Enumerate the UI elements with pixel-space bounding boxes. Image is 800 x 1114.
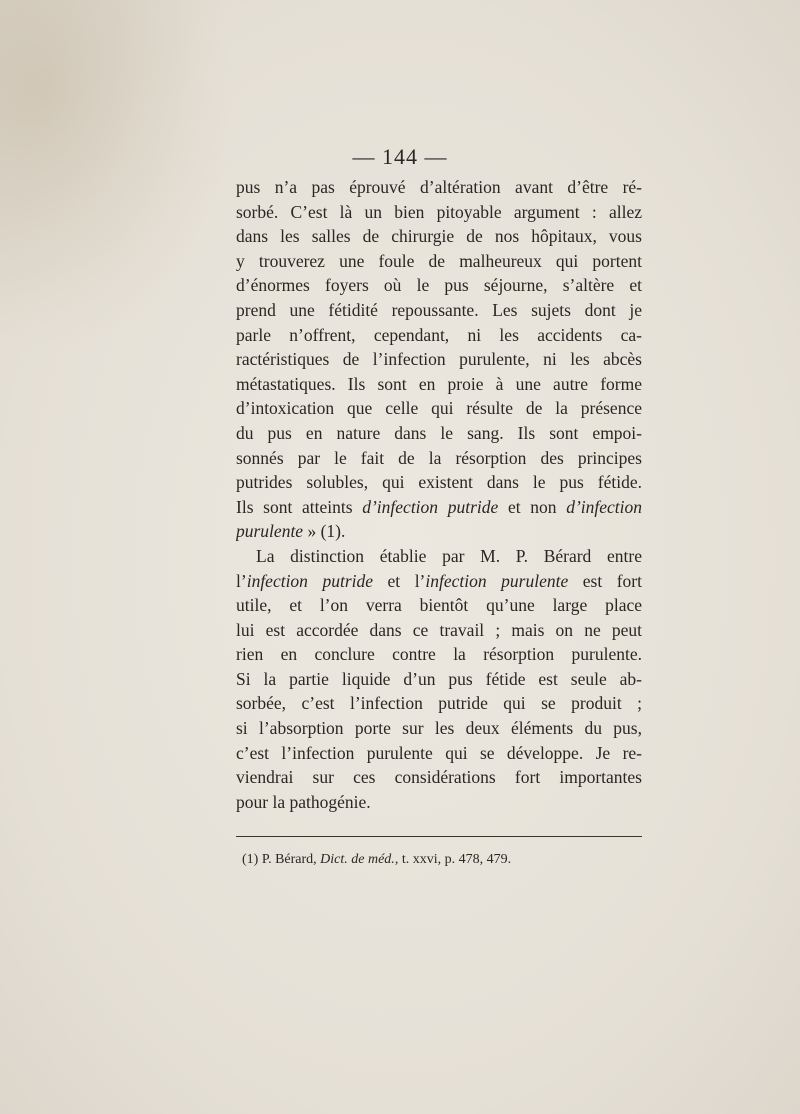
text-line bbox=[236, 446, 642, 471]
italic-text: d’infection bbox=[566, 496, 642, 517]
text-run: lui est accordée dans ce travail ; mais on ne peut bbox=[236, 619, 642, 640]
text-line bbox=[236, 691, 642, 716]
text-run: » (1). bbox=[303, 521, 346, 542]
footnote-marker: (1) bbox=[242, 852, 262, 867]
text-run: Ils sont atteints bbox=[236, 496, 363, 517]
text-line bbox=[236, 544, 642, 569]
text-line bbox=[236, 273, 642, 298]
text-line bbox=[236, 323, 642, 348]
text-run: rien en conclure contre la résorption purulente. bbox=[236, 644, 642, 665]
text-run: sorbé. C’est là un bien pitoyable argument : allez bbox=[236, 201, 642, 222]
text-line bbox=[236, 741, 642, 766]
text-run: viendrai sur ces considérations fort importantes bbox=[236, 767, 642, 788]
text-run: pour la pathogénie. bbox=[236, 791, 371, 812]
text-line bbox=[236, 667, 642, 692]
text-run: si l’absorption porte sur les deux éléments du pus, bbox=[236, 718, 642, 739]
footnote-reference: , t. xxvi, p. 478, 479. bbox=[394, 852, 512, 867]
text-line bbox=[236, 421, 642, 446]
footnote bbox=[242, 850, 511, 870]
text-run: est fort bbox=[568, 570, 642, 591]
text-run: utile, et l’on verra bientôt qu’une large place bbox=[236, 595, 642, 616]
text-run: pus n’a pas éprouvé d’altération avant d’être ré- bbox=[236, 177, 642, 197]
text-run: c’est l’infection purulente qui se développe. Je re- bbox=[236, 742, 642, 763]
text-line bbox=[236, 372, 642, 397]
footnote-work: Dict. de méd. bbox=[320, 852, 395, 867]
text-line bbox=[236, 716, 642, 741]
text-line bbox=[236, 765, 642, 790]
text-run: et non bbox=[498, 496, 567, 517]
text-line bbox=[236, 249, 642, 274]
italic-text: d’infection putride bbox=[362, 496, 499, 517]
text-run: et l’ bbox=[373, 570, 426, 591]
text-run: métastatiques. Ils sont en proie à une autre forme bbox=[236, 373, 642, 394]
text-run: d’énormes foyers où le pus séjourne, s’altère et bbox=[236, 275, 642, 296]
text-line bbox=[236, 347, 642, 372]
text-run: Si la partie liquide d’un pus fétide est seule ab- bbox=[236, 668, 642, 689]
italic-text: purulente bbox=[236, 521, 304, 542]
body-text bbox=[236, 175, 642, 814]
text-run: dans les salles de chirurgie de nos hôpitaux, vous bbox=[236, 226, 642, 247]
footnote-author: P. Bérard, bbox=[261, 852, 321, 867]
text-run: l’ bbox=[236, 570, 247, 591]
text-line bbox=[236, 519, 642, 544]
text-run: prend une fétidité repoussante. Les sujets dont je bbox=[236, 299, 642, 320]
text-line bbox=[236, 618, 642, 643]
text-line bbox=[236, 396, 642, 421]
text-line bbox=[236, 495, 642, 520]
text-line bbox=[236, 175, 642, 200]
text-line bbox=[236, 569, 642, 594]
text-run: sonnés par le fait de la résorption des principes bbox=[236, 447, 642, 468]
text-line bbox=[236, 224, 642, 249]
text-run: ractéristiques de l’infection purulente, ni les abcès bbox=[236, 349, 642, 370]
text-line bbox=[236, 298, 642, 323]
text-run: du pus en nature dans le sang. Ils sont empoi- bbox=[236, 422, 642, 443]
footnote-rule bbox=[236, 836, 642, 837]
text-run: La distinction établie par M. P. Bérard entre bbox=[256, 545, 642, 566]
text-run: putrides solubles, qui existent dans le pus fétide. bbox=[236, 472, 642, 493]
text-run: sorbée, c’est l’infection putride qui se produit ; bbox=[236, 693, 642, 714]
text-line bbox=[236, 470, 642, 495]
text-line bbox=[236, 593, 642, 618]
text-run: d’intoxication que celle qui résulte de la présence bbox=[236, 398, 642, 419]
italic-text: infection purulente bbox=[425, 570, 569, 591]
text-run: y trouverez une foule de malheureux qui portent bbox=[236, 250, 642, 271]
text-run: parle n’offrent, cependant, ni les accidents ca- bbox=[236, 324, 642, 345]
text-line bbox=[236, 642, 642, 667]
italic-text: infection putride bbox=[246, 570, 374, 591]
text-line bbox=[236, 200, 642, 225]
page-number: — 144 — bbox=[352, 144, 448, 169]
text-line bbox=[236, 790, 642, 815]
